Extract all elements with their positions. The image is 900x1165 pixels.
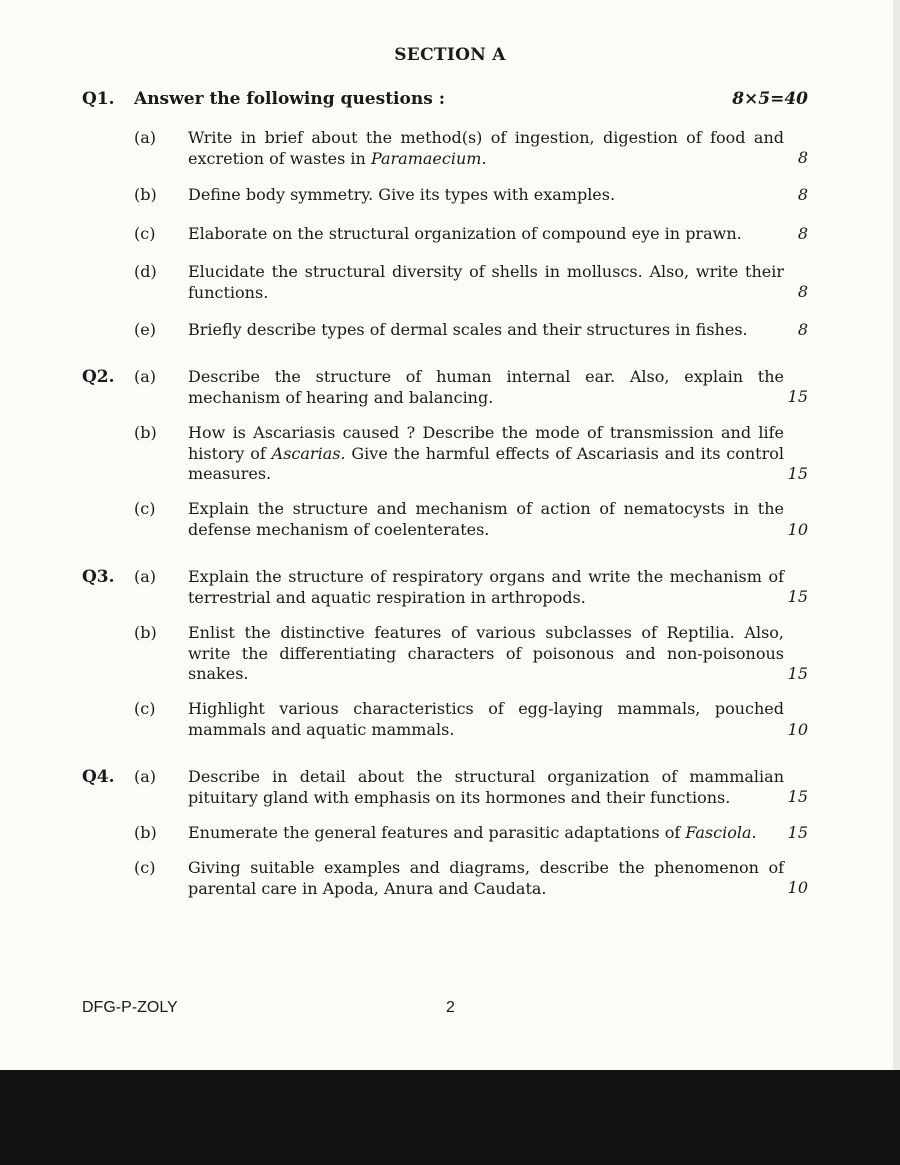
section-title: SECTION A: [394, 45, 506, 65]
q3-item-b-text: Enlist the distinctive features of various subclasses of Reptilia. Also, write the differentiating characters of poisonous and non-poisonous snakes.: [188, 623, 784, 683]
q3-item-a-label: (a): [134, 567, 157, 586]
q4-item-a-marks: 15: [787, 787, 808, 806]
q1-item-d-label: (d): [134, 262, 157, 281]
q1-item-e-label: (e): [134, 320, 156, 339]
q1-item-e-text: Briefly describe types of dermal scales and their structures in fishes.: [188, 320, 748, 339]
q1-item-c-text: Elaborate on the structural organization of compound eye in prawn.: [188, 224, 742, 243]
footer-paper-code: DFG-P-ZOLY: [82, 999, 178, 1016]
question-number-q3: Q3.: [82, 567, 115, 587]
q1-item-e-marks: 8: [797, 320, 808, 339]
question-number-q2: Q2.: [82, 367, 115, 387]
question-number-q1: Q1.: [82, 89, 115, 109]
q1-item-b-text: Define body symmetry. Give its types with examples.: [188, 185, 616, 204]
q1-item-c-marks: 8: [797, 224, 808, 243]
q1-item-d-marks: 8: [797, 282, 808, 301]
q2-item-a-text: Describe the structure of human internal ear. Also, explain the mechanism of hearing and balancing.: [188, 367, 784, 407]
q3-item-b-label: (b): [134, 623, 157, 642]
q2-item-a-marks: 15: [787, 387, 808, 406]
q4-item-b-label: (b): [134, 823, 157, 842]
q4-item-c-text: Giving suitable examples and diagrams, describe the phenomenon of parental care in Apoda, Anura and Caudata.: [188, 858, 784, 898]
q3-item-b-marks: 15: [787, 664, 808, 683]
q1-item-a-text: Write in brief about the method(s) of ingestion, digestion of food and excretion of wastes in Paramaecium.: [188, 128, 784, 168]
q1-item-b-label: (b): [134, 185, 157, 204]
q1-item-b-marks: 8: [797, 185, 808, 204]
q4-item-a-label: (a): [134, 767, 157, 786]
q1-instruction: Answer the following questions :: [134, 89, 445, 109]
q4-item-c-marks: 10: [787, 878, 808, 897]
q2-item-a-label: (a): [134, 367, 157, 386]
q1-item-a-marks: 8: [797, 148, 808, 167]
q1-item-d-text: Elucidate the structural diversity of shells in molluscs. Also, write their functions.: [188, 262, 784, 302]
q2-item-b-marks: 15: [787, 464, 808, 483]
q4-item-a-text: Describe in detail about the structural organization of mammalian pituitary gland with emphasis on its hormones and their functions.: [188, 767, 784, 807]
q3-item-c-text: Highlight various characteristics of egg-laying mammals, pouched mammals and aquatic mammals.: [188, 699, 784, 739]
page-edge: [893, 0, 900, 1070]
q1-item-a-label: (a): [134, 128, 157, 147]
q3-item-c-label: (c): [134, 699, 156, 718]
q4-item-b-text: Enumerate the general features and parasitic adaptations of Fasciola.: [188, 823, 757, 842]
q2-item-b-label: (b): [134, 423, 157, 442]
q1-item-c-label: (c): [134, 224, 156, 243]
q3-item-a-marks: 15: [787, 587, 808, 606]
q1-total-marks: 8×5=40: [732, 89, 808, 109]
q4-item-b-marks: 15: [787, 823, 808, 842]
q3-item-a-text: Explain the structure of respiratory organs and write the mechanism of terrestrial and aquatic respiration in arthropods.: [188, 567, 784, 607]
q2-item-c-label: (c): [134, 499, 156, 518]
question-number-q4: Q4.: [82, 767, 115, 787]
q2-item-c-marks: 10: [787, 520, 808, 539]
q2-item-b-text: How is Ascariasis caused ? Describe the mode of transmission and life history of Ascarias. Give the harmful effects of Ascariasis and its control measures.: [188, 423, 785, 483]
q4-item-c-label: (c): [134, 858, 156, 877]
q2-item-c-text: Explain the structure and mechanism of action of nematocysts in the defense mechanism of coelenterates.: [188, 499, 784, 539]
footer-page-number: 2: [446, 999, 455, 1016]
q3-item-c-marks: 10: [787, 720, 808, 739]
